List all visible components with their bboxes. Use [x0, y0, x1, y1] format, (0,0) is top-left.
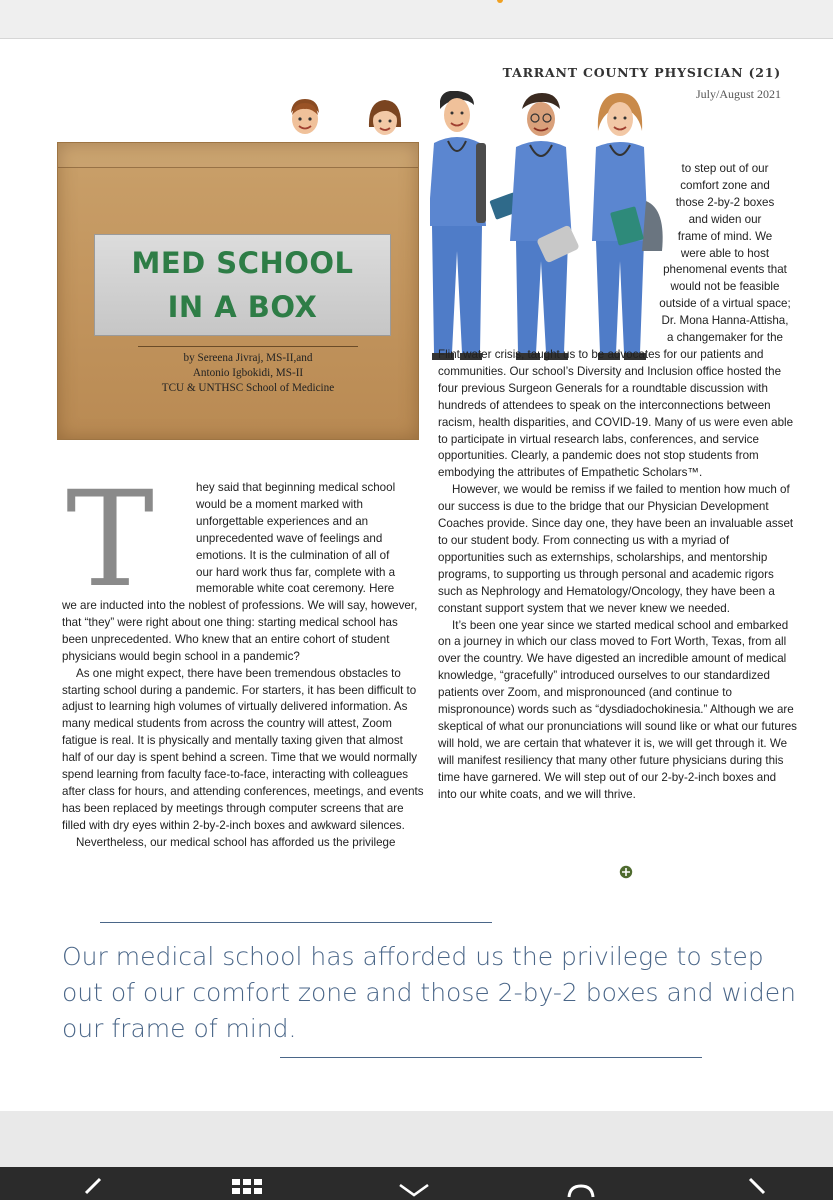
drop-cap: T — [66, 463, 155, 617]
grid-view-icon[interactable] — [232, 1179, 262, 1199]
help-icon[interactable] — [566, 1183, 596, 1200]
byline-school: TCU & UNTHSC School of Medicine — [161, 382, 335, 394]
paragraph: Flint water crisis, taught us to be advocates for our patients and communities. Our school’s Diversity and Inclusion office hosted the four previous Surgeon Generals for a roundtable discussion with hundreds of attendees to speak on the interconnections between racism, health disparities, and COVID-19. Many of us were even able to participate in virtual research labs, conferences, and service opportunities. Clearly, a pandemic does not stop students from embodying the attributes of Empathetic Scholars™. — [438, 348, 794, 480]
publication-name: TARRANT COUNTY PHYSICIAN (21) — [502, 65, 781, 80]
cardboard-box-graphic — [57, 142, 419, 440]
intro-line: unforgettable experiences and an — [196, 514, 369, 528]
byline-authors-2: Antonio Igbokidi, MS-II — [192, 367, 304, 379]
intro-line: our hard work thus far, complete with a — [196, 565, 396, 579]
wrapped-line: to step out of our — [681, 162, 769, 175]
magazine-page — [0, 38, 833, 1111]
end-mark-icon — [619, 865, 633, 879]
indicator-dot — [497, 0, 503, 3]
title-line-2: IN A BOX — [167, 290, 318, 324]
box-flap — [58, 143, 418, 168]
paragraph: Nevertheless, our medical school has afforded us the privilege — [76, 835, 396, 849]
wrapped-line: and widen our — [688, 212, 762, 226]
wrapped-line: comfort zone and — [680, 178, 770, 192]
wrapped-line: outside of a virtual space; — [659, 297, 791, 311]
pull-quote-top-rule — [100, 922, 492, 923]
student-figure — [430, 91, 521, 360]
bottom-toolbar — [0, 1167, 833, 1200]
student-peeking-illustration — [286, 97, 324, 147]
wrapped-line: frame of mind. We — [677, 229, 773, 243]
intro-line: memorable white coat ceremony. Here — [196, 582, 395, 596]
pull-quote-bottom-rule — [280, 1057, 702, 1058]
browser-top-bar — [0, 0, 833, 38]
intro-wrapped-text — [196, 480, 421, 598]
forward-arrow-icon[interactable] — [746, 1177, 770, 1197]
medical-students-illustration — [430, 91, 670, 376]
issue-date: July/August 2021 — [695, 87, 781, 101]
article-title — [94, 234, 391, 336]
paragraph: we are inducted into the noblest of professions. We will say, however, that “they” were right about one thing: starting medical school has been unprecedented. Who knew that an entire cohort of student physicians would begin school in a pandemic? — [62, 599, 418, 663]
back-arrow-icon[interactable] — [80, 1177, 104, 1197]
wrapped-line: Dr. Mona Hanna-Attisha, — [661, 314, 789, 328]
left-column-text — [62, 598, 424, 852]
student-peeking-illustration — [366, 97, 404, 147]
student-figure — [510, 93, 580, 360]
paragraph: However, we would be remiss if we failed to mention how much of our success is due to the bridge that our Physician Development Coaches provide. Since day one, they have been an invaluable asset to our student body. From connecting us with a myriad of opportunities such as externships, scholarships, and mentorship programs, to supporting us through personal and academic rigors such as Nephrology and Hematology/Oncology, they have been a constant support system that we never knew we needed. — [438, 483, 794, 615]
intro-line: hey said that beginning medical school — [196, 481, 396, 494]
intro-line: emotions. It is the culmination of all of — [196, 548, 390, 562]
right-wrapped-text — [650, 161, 800, 347]
byline — [138, 346, 358, 396]
wrapped-line: phenomenal events that — [663, 263, 787, 277]
intro-line: unprecedented wave of feelings and — [196, 531, 383, 545]
byline-authors-1: by Sereena Jivraj, MS-II,and — [183, 352, 313, 364]
title-line-1: MED SCHOOL — [131, 246, 354, 280]
paragraph: It’s been one year since we started medical school and embarked on a journey in which our class moved to Fort Worth, Texas, from all over the country. We have digested an incredible amount of medical knowledge, “gracefully” introduced ourselves to our standardized patients over Zoom, and mispronounced (and continue to mispronounce) words such as “dysdiadochokinesia.” Although we are skeptical of what our pronunciations will sound like or what our futures will hold, we are certain that whatever it is, we will get through it. We will manifest resiliency that many other future physicians during this time have garnered. We will step out of our 2-by-2-inch boxes and into our white coats, and we will thrive. — [438, 618, 797, 801]
wrapped-line: a changemaker for the — [666, 331, 783, 345]
wrapped-line: those 2-by-2 boxes — [675, 195, 775, 209]
paragraph: As one might expect, there have been tremendous obstacles to starting school during a pandemic. For starters, it has been difficult to adjust to learning high volumes of virtually delivered information. As many medical students from across the country will attest, Zoom fatigue is real. It is physically and mentally taxing given that almost half of our day is spent behind a screen. Time that we would normally spend learning from faculty face-to-face, interacting with colleagues after class for hours, and attending conferences, meetings, and events has been replaced by meetings through computer screens that are filled with dry eyes within 2-by-2-inch boxes and awkward silences. — [62, 666, 424, 832]
pull-quote: Our medical school has afforded us the privilege to step out of our comfort zone and those 2-by-2 boxes and widen our frame of mind. — [62, 942, 796, 1043]
right-column-text — [438, 347, 798, 803]
wrapped-line: would not be feasible — [670, 280, 780, 294]
mail-icon[interactable] — [398, 1183, 430, 1200]
wrapped-line: were able to host — [680, 246, 770, 260]
intro-line: would be a moment marked with — [196, 497, 363, 511]
